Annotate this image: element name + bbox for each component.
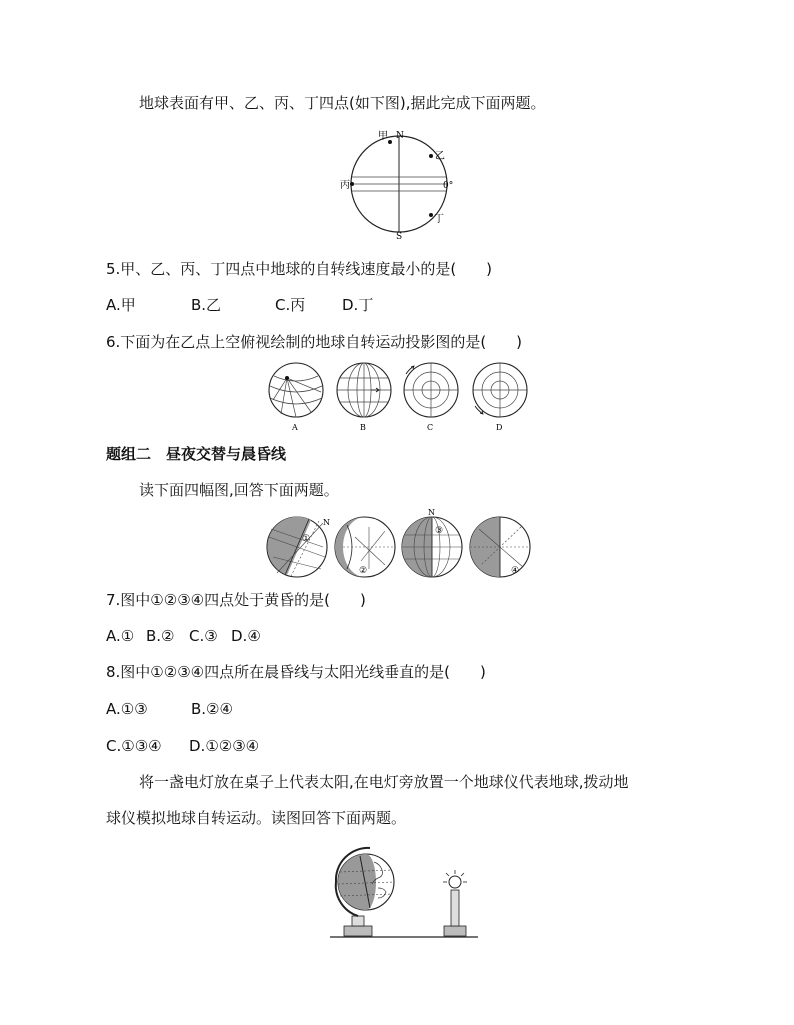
- q8-option-b[interactable]: B.②④: [191, 700, 233, 718]
- intro-text-1: 地球表面有甲、乙、丙、丁四点(如下图),据此完成下面两题。: [139, 94, 546, 112]
- fig-label-c: C: [427, 423, 434, 432]
- label-s: S: [396, 232, 403, 242]
- globe-2: [335, 517, 395, 577]
- fig-label-d: D: [496, 423, 503, 432]
- fig-label-a: A: [292, 423, 298, 432]
- q7-option-a[interactable]: A.①: [106, 627, 135, 645]
- globe2-point: ②: [359, 566, 368, 576]
- q7-option-b[interactable]: B.②: [146, 627, 175, 645]
- label-yi: 乙: [435, 151, 445, 162]
- intro-text-2: 读下面四幅图,回答下面两题。: [139, 481, 339, 499]
- figure-globe-and-lamp: [330, 840, 480, 945]
- figure-projection-d[interactable]: [469, 360, 531, 432]
- label-ding: 丁: [434, 214, 444, 225]
- label-zero-degree: 0°: [443, 181, 454, 191]
- globe-1: [267, 517, 330, 577]
- fig-label-b: B: [360, 423, 366, 432]
- label-bing: 丙: [340, 180, 350, 191]
- globe3-n: N: [428, 508, 435, 517]
- q5-option-d[interactable]: D.丁: [342, 296, 374, 314]
- globe-3: [402, 508, 462, 577]
- globe-4: [470, 517, 530, 577]
- question-6: 6.下面为在乙点上空俯视绘制的地球自转运动投影图的是( ): [106, 333, 523, 351]
- figure-projection-c[interactable]: [400, 360, 462, 432]
- intro-text-3-line-2: 球仪模拟地球自转运动。读图回答下面两题。: [106, 809, 407, 827]
- figure-projection-b[interactable]: [333, 360, 395, 432]
- q8-option-a[interactable]: A.①③: [106, 700, 148, 718]
- globe4-point: ④: [511, 566, 520, 576]
- q8-option-d[interactable]: D.①②③④: [189, 737, 260, 755]
- figure-day-night-globes: [265, 507, 533, 582]
- q5-option-b[interactable]: B.乙: [191, 296, 222, 314]
- globe1-n: N: [323, 518, 330, 527]
- question-8: 8.图中①②③④四点所在晨昏线与太阳光线垂直的是( ): [106, 663, 486, 681]
- q5-option-c[interactable]: C.丙: [275, 296, 306, 314]
- globe1-point: ①: [302, 534, 311, 544]
- q7-option-c[interactable]: C.③: [189, 627, 218, 645]
- label-n: N: [396, 131, 404, 141]
- intro-text-3-line-1: 将一盏电灯放在桌子上代表太阳,在电灯旁放置一个地球仪代表地球,拨动地: [139, 773, 629, 791]
- globe3-point: ③: [435, 526, 444, 536]
- q5-option-a[interactable]: A.甲: [106, 296, 136, 314]
- figure-globe-points: [340, 125, 460, 245]
- question-7: 7.图中①②③④四点处于黄昏的是( ): [106, 591, 366, 609]
- figure-projection-a[interactable]: [265, 360, 327, 432]
- question-5: 5.甲、乙、丙、丁四点中地球的自转线速度最小的是( ): [106, 260, 493, 278]
- label-jia: 甲: [378, 131, 388, 142]
- q8-option-c[interactable]: C.①③④: [106, 737, 162, 755]
- q7-option-d[interactable]: D.④: [231, 627, 261, 645]
- group-2-heading: 题组二 昼夜交替与晨昏线: [106, 445, 287, 463]
